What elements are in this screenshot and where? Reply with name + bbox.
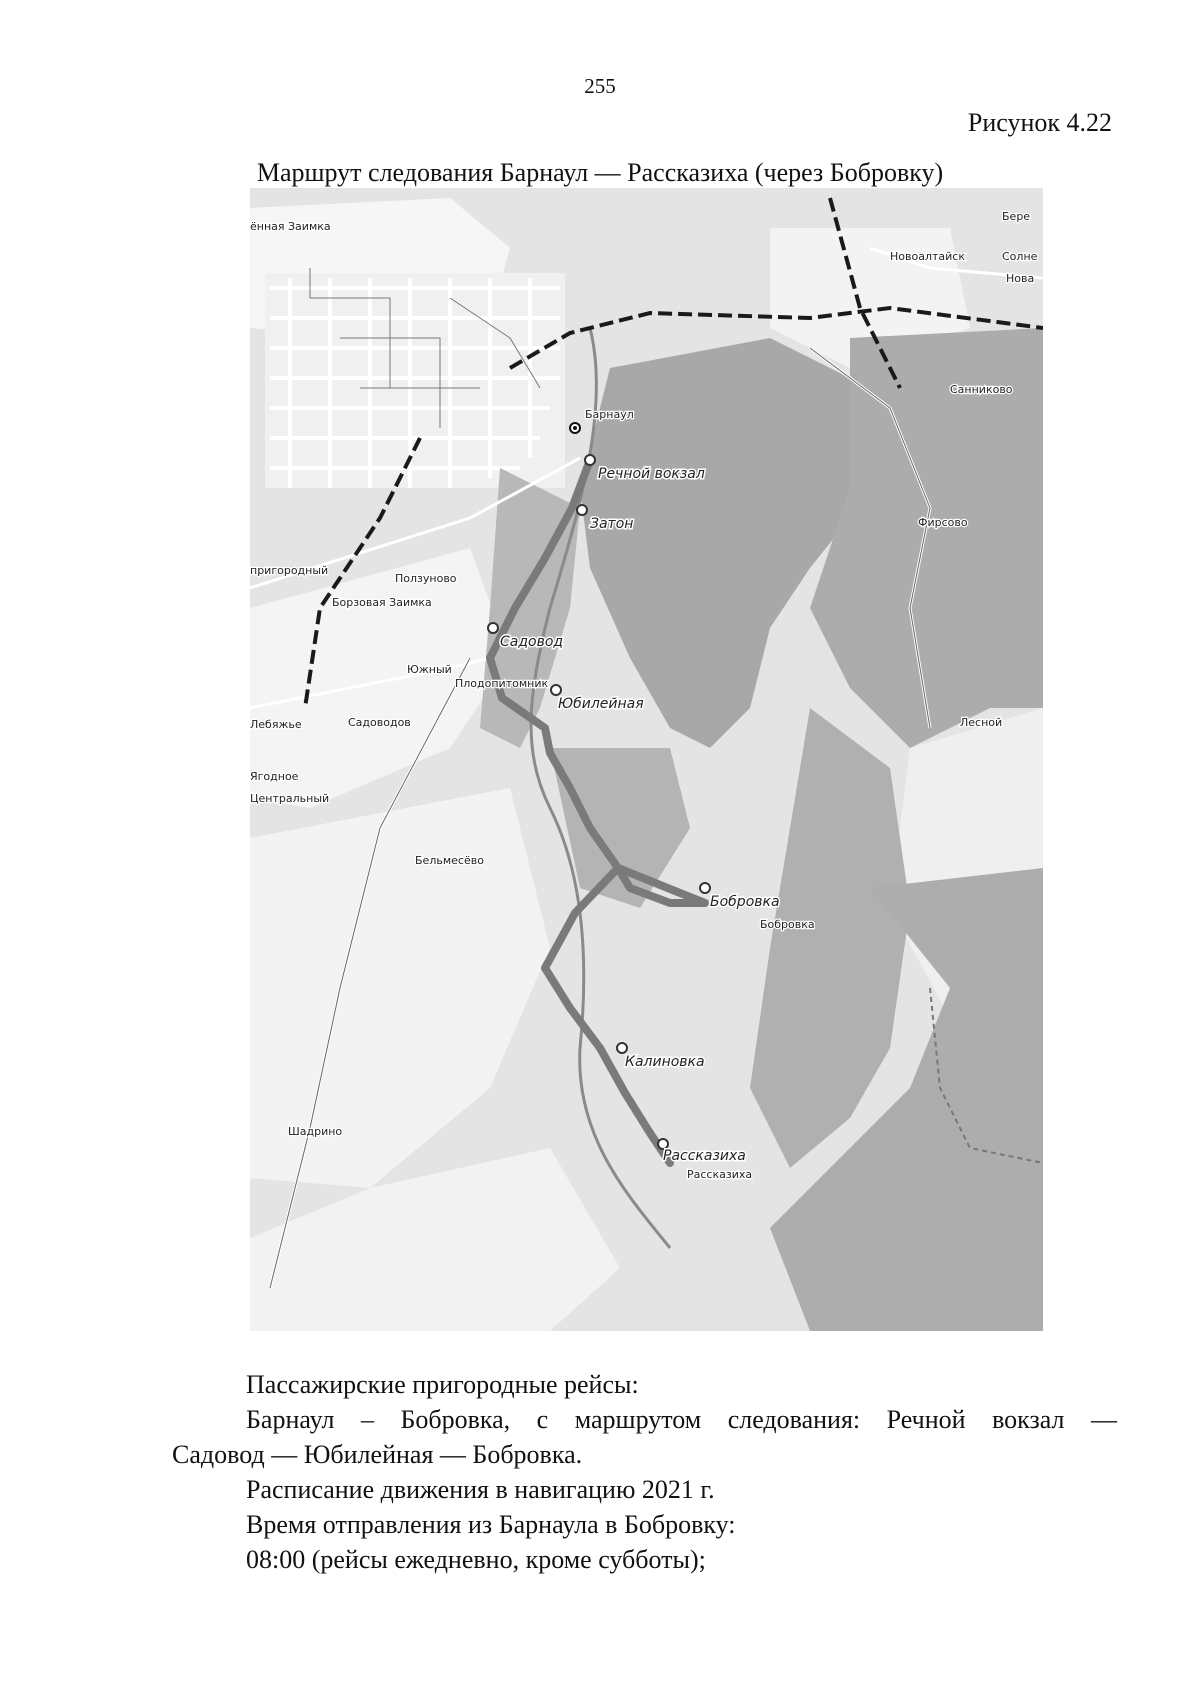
place-label: Лесной (960, 716, 1003, 729)
place-label: Новa (1006, 272, 1035, 285)
place-label: Борзовая Заимка (332, 596, 432, 609)
stop-marker (488, 623, 498, 633)
page-number: 255 (584, 74, 616, 98)
stop-label: Затон (590, 516, 634, 532)
city-area (265, 273, 565, 488)
stop-label: Садовод (500, 634, 564, 650)
place-label: Южный (407, 663, 452, 676)
body-line-route: Барнаул – Бобровка, с маршрутом следования: Речной вокзал — (246, 1405, 1117, 1434)
stop-label: Бобровка (710, 894, 780, 910)
place-label: Барнаул (585, 408, 634, 421)
stop-marker (551, 685, 561, 695)
place-label: Садоводов (348, 716, 411, 729)
body-line-time: 08:00 (рейсы ежедневно, кроме субботы); (246, 1545, 706, 1574)
stop-marker (585, 455, 595, 465)
place-label: Бере (1002, 210, 1031, 223)
body-text (172, 1367, 1117, 1577)
place-label: Центральный (250, 792, 330, 805)
barnaul-city-dot (573, 426, 577, 430)
place-label: Фирсово (918, 516, 968, 529)
figure-caption: Маршрут следования Барнаул — Рассказиха (через Бобровку) (256, 158, 944, 187)
place-label: Новоалтайск (890, 250, 965, 263)
route-map (250, 188, 1043, 1331)
place-label: ённая Заимка (250, 220, 331, 233)
place-label: Солне (1002, 250, 1038, 263)
place-label: Лебяжье (250, 718, 302, 731)
stop-label: Рассказиха (663, 1148, 746, 1164)
stop-marker (617, 1043, 627, 1053)
place-label: пригородный (250, 564, 329, 577)
place-label: Санниково (950, 383, 1013, 396)
body-line-route-cont: Садовод — Юбилейная — Бобровка. (172, 1440, 583, 1469)
body-line-departure: Время отправления из Барнаула в Бобровку: (246, 1510, 736, 1539)
stop-marker (577, 505, 587, 515)
place-label: Шадрино (288, 1125, 343, 1138)
stop-marker (700, 883, 710, 893)
place-label: Бельмесёво (415, 854, 484, 867)
place-label: Рассказиха (687, 1168, 753, 1181)
place-label: Бобровка (760, 918, 815, 931)
place-label: Плодопитомник (455, 677, 549, 690)
figure-label: Рисунок 4.22 (967, 108, 1112, 137)
stop-label: Речной вокзал (598, 466, 705, 482)
place-label: Ползуново (395, 572, 457, 585)
stop-label: Калиновка (625, 1054, 705, 1070)
place-label: Ягодное (250, 770, 299, 783)
body-line-schedule: Расписание движения в навигацию 2021 г. (246, 1475, 715, 1504)
body-line-flights-header: Пассажирские пригородные рейсы: (246, 1370, 639, 1399)
stop-label: Юбилейная (558, 696, 644, 712)
route-map-svg (250, 188, 1043, 1331)
